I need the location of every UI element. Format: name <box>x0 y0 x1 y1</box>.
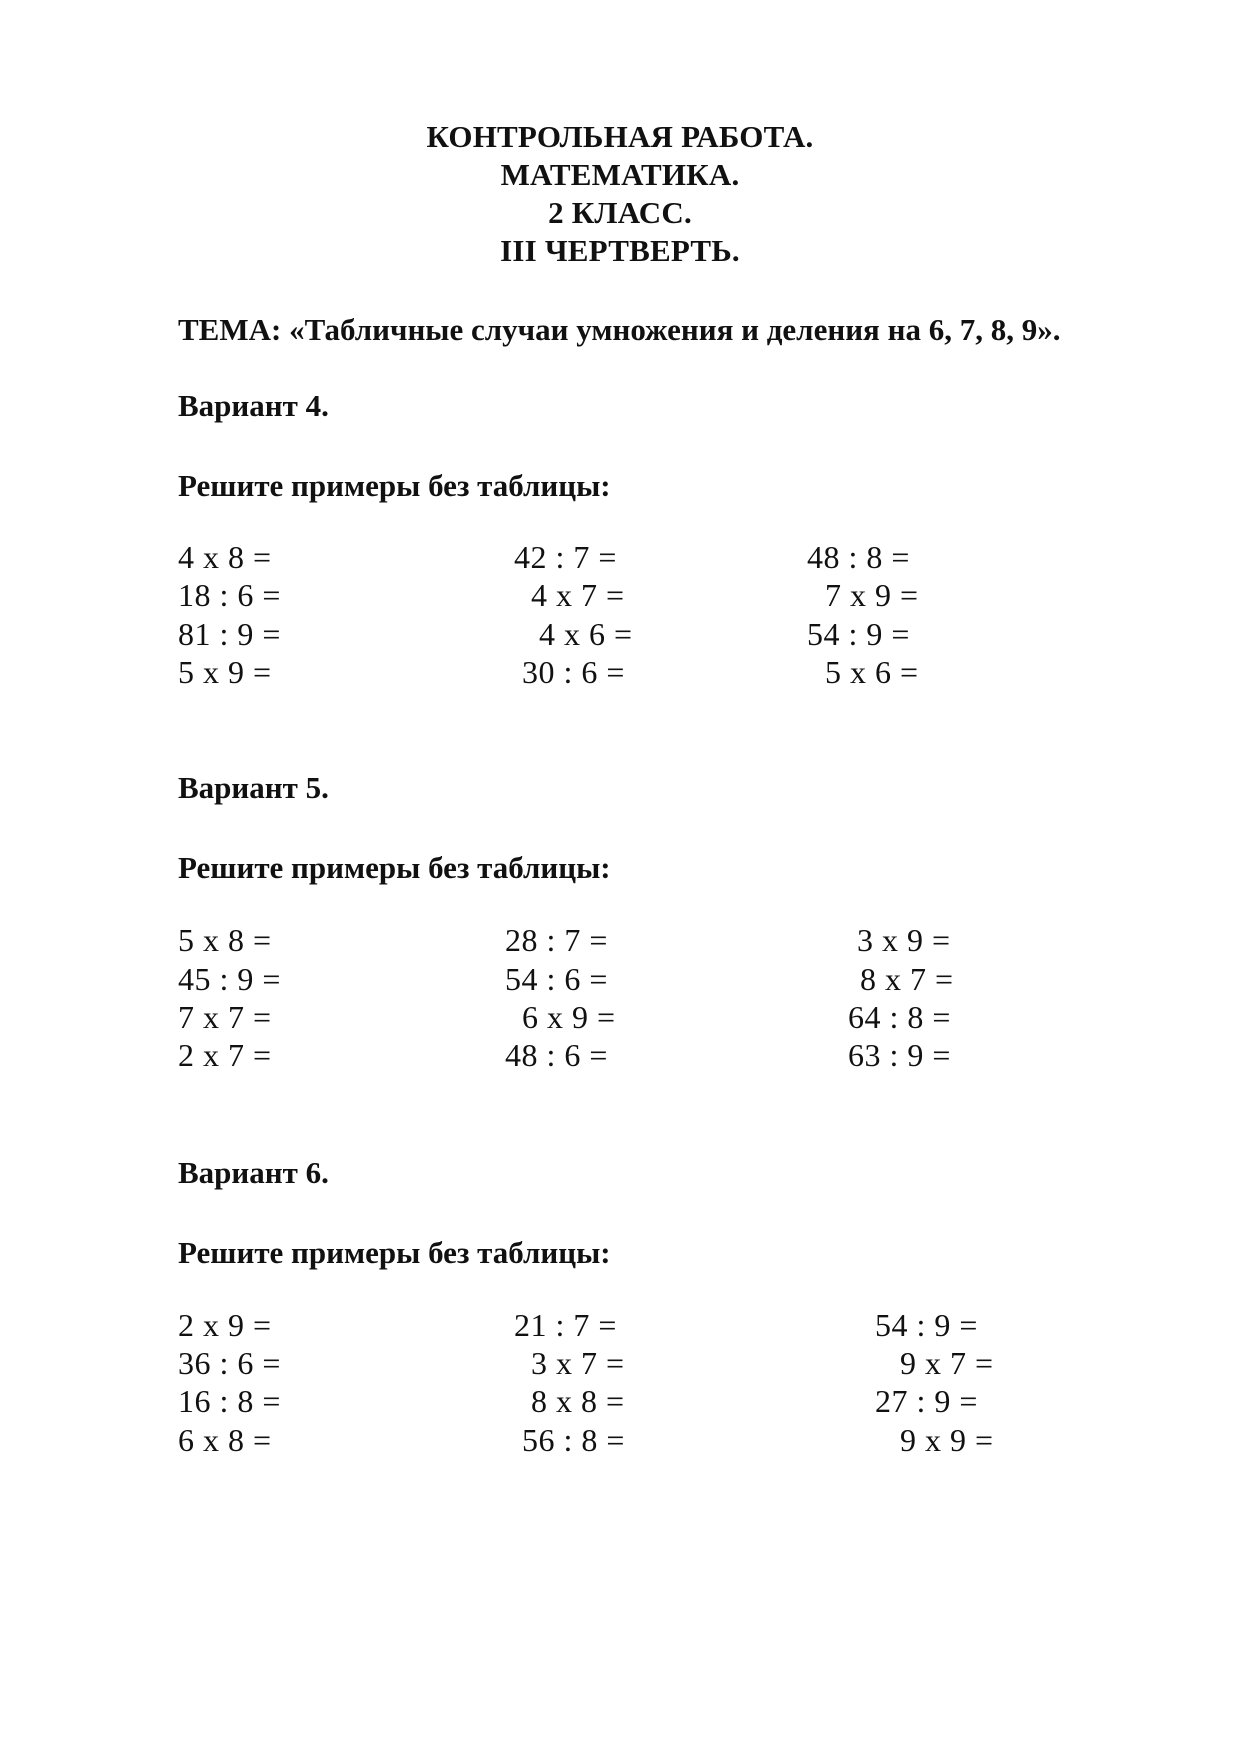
topic-heading: ТЕМА: «Табличные случаи умножения и деления на 6, 7, 8, 9». <box>178 312 1061 347</box>
variant-6-instruction: Решите примеры без таблицы: <box>178 1235 611 1270</box>
exercise: 63 : 9 = <box>848 1037 951 1073</box>
exercise: 2 х 9 = <box>178 1307 272 1343</box>
exercise: 48 : 6 = <box>505 1037 608 1073</box>
exercise: 56 : 8 = <box>522 1422 625 1458</box>
exercise: 30 : 6 = <box>522 654 625 690</box>
header-line-subject: МАТЕМАТИКА. <box>500 157 740 192</box>
exercise: 54 : 6 = <box>505 961 608 997</box>
exercise: 9 х 7 = <box>900 1345 994 1381</box>
document-header <box>0 118 1240 270</box>
exercise: 5 х 8 = <box>178 922 272 958</box>
variant-4-instruction: Решите примеры без таблицы: <box>178 468 611 503</box>
exercise: 27 : 9 = <box>875 1383 978 1419</box>
exercise: 7 х 7 = <box>178 999 272 1035</box>
variant-4-title: Вариант 4. <box>178 388 329 423</box>
exercise: 9 х 9 = <box>900 1422 994 1458</box>
exercise: 21 : 7 = <box>514 1307 617 1343</box>
exercise: 6 х 8 = <box>178 1422 272 1458</box>
exercise: 4 х 6 = <box>539 616 633 652</box>
exercise: 2 х 7 = <box>178 1037 272 1073</box>
variant-5-title: Вариант 5. <box>178 770 329 805</box>
exercise: 5 х 6 = <box>825 654 919 690</box>
exercise: 4 х 7 = <box>531 577 625 613</box>
exercise: 7 х 9 = <box>825 577 919 613</box>
exercise: 64 : 8 = <box>848 999 951 1035</box>
header-line-work-type: КОНТРОЛЬНАЯ РАБОТА. <box>426 119 814 154</box>
exercise: 54 : 9 = <box>807 616 910 652</box>
exercise: 6 х 9 = <box>522 999 616 1035</box>
variant-6-title: Вариант 6. <box>178 1155 329 1190</box>
header-line-quarter: III ЧЕРТВЕРТЬ. <box>500 233 740 268</box>
exercise: 54 : 9 = <box>875 1307 978 1343</box>
exercise: 5 х 9 = <box>178 654 272 690</box>
exercise: 16 : 8 = <box>178 1383 281 1419</box>
exercise: 48 : 8 = <box>807 539 910 575</box>
exercise: 3 х 9 = <box>857 922 951 958</box>
exercise: 8 х 8 = <box>531 1383 625 1419</box>
exercise: 18 : 6 = <box>178 577 281 613</box>
variant-5-instruction: Решите примеры без таблицы: <box>178 850 611 885</box>
exercise: 36 : 6 = <box>178 1345 281 1381</box>
exercise: 45 : 9 = <box>178 961 281 997</box>
exercise: 28 : 7 = <box>505 922 608 958</box>
header-line-grade: 2 КЛАСС. <box>548 195 692 230</box>
exercise: 8 х 7 = <box>860 961 954 997</box>
exercise: 81 : 9 = <box>178 616 281 652</box>
exercise: 42 : 7 = <box>514 539 617 575</box>
exercise: 4 х 8 = <box>178 539 272 575</box>
exercise: 3 х 7 = <box>531 1345 625 1381</box>
